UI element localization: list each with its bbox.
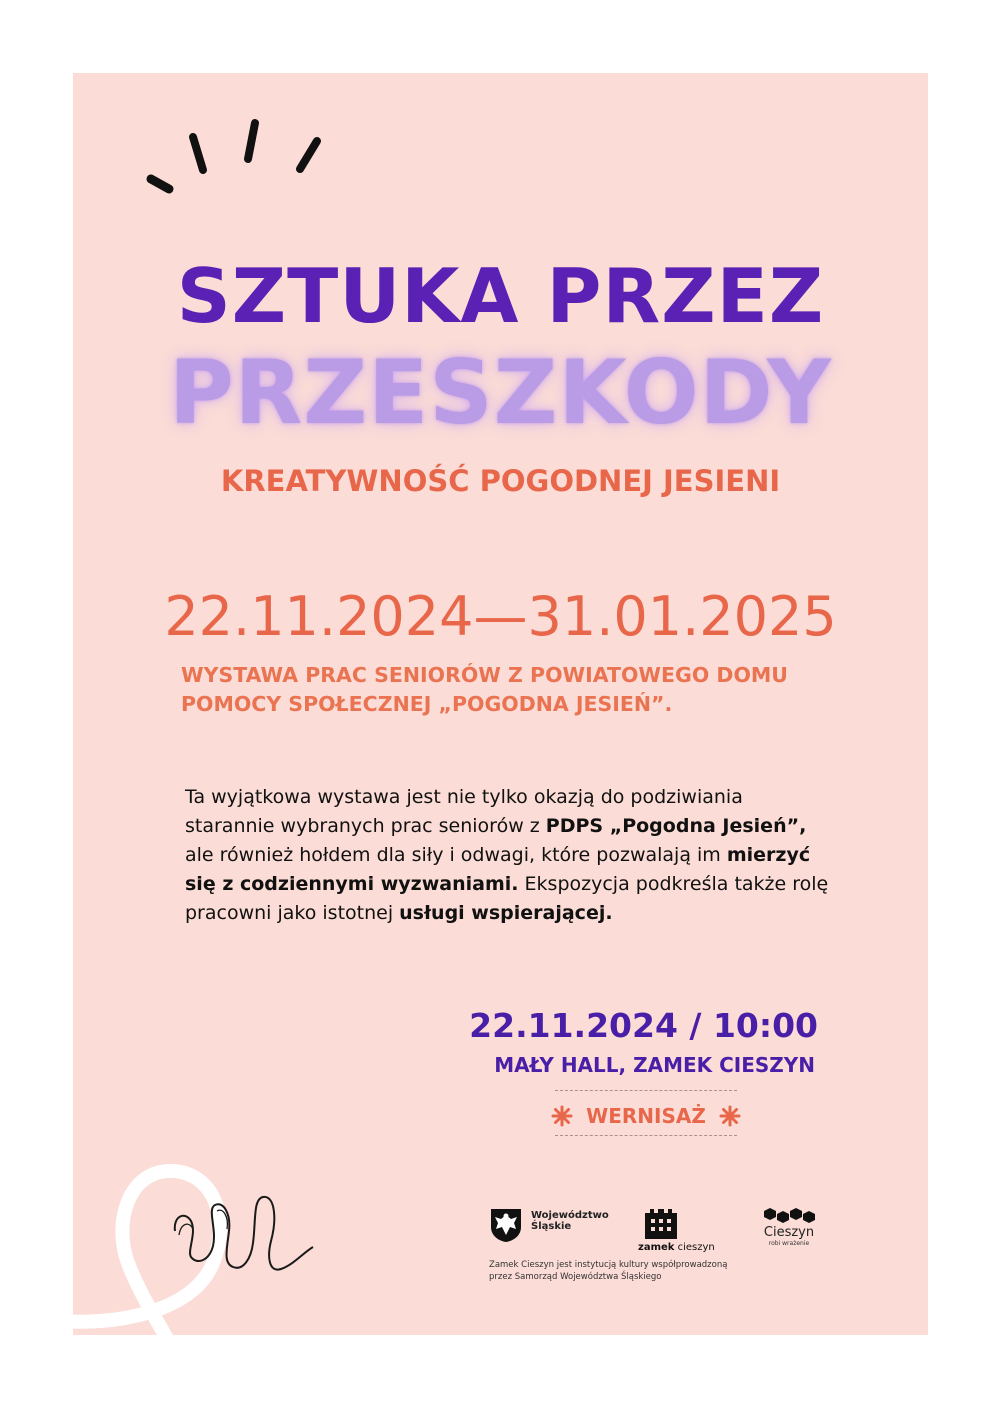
burst-strokes-icon — [143, 117, 333, 197]
event-datetime: 22.11.2024 / 10:00 — [469, 1006, 818, 1045]
cieszyn-slogan: robi wrażenie — [768, 1240, 810, 1247]
footer-line1: Zamek Cieszyn jest instytucją kultury współprowadzoną — [489, 1260, 728, 1270]
poster — [73, 73, 928, 1335]
headline-line1: SZTUKA PRZEZ — [176, 252, 825, 340]
headline-line2: PRZESZKODY — [169, 341, 832, 444]
desc-text-1: Ta wyjątkowa wystawa jest nie tylko okazją do podziwiania starannie wybranych prac seniorów z — [185, 786, 743, 837]
cieszyn-city-name: Cieszyn — [763, 1225, 815, 1240]
date-range: 22.11.2024—31.01.2025 — [164, 585, 837, 648]
castle-tower-icon — [644, 1209, 678, 1239]
desc-text-3: Ekspozycja podkreśla także rolę pracowni jako istotnej — [185, 873, 829, 924]
voivodeship-logo — [489, 1207, 609, 1247]
asterisk-icon — [719, 1105, 741, 1127]
scribble-loops-decoration — [171, 1191, 321, 1281]
event-label — [543, 1100, 749, 1130]
zamek-cieszyn-logo — [638, 1209, 718, 1257]
voivodeship-line1: Województwo — [531, 1210, 609, 1221]
asterisk-icon — [551, 1105, 573, 1127]
hexagon-cluster-icon — [761, 1207, 817, 1225]
divider-top — [555, 1090, 737, 1091]
tagline: KREATYWNOŚĆ POGODNEJ JESIENI — [220, 464, 781, 498]
event-venue: MAŁY HALL, ZAMEK CIESZYN — [494, 1053, 815, 1077]
zamek-wordmark — [638, 1242, 715, 1253]
desc-bold-1: PDPS „Pogodna Jesień”, — [545, 815, 807, 837]
desc-bold-3: usługi wspierającej. — [399, 902, 613, 924]
desc-text-2: ale również hołdem dla siły i odwagi, które pozwalają im — [185, 844, 727, 866]
eagle-crest-icon — [489, 1207, 523, 1243]
voivodeship-name — [531, 1210, 609, 1232]
subtitle-line1: WYSTAWA PRAC SENIORÓW Z POWIATOWEGO DOMU — [181, 663, 788, 687]
voivodeship-line2: Śląskie — [531, 1221, 572, 1232]
vernissage-label: WERNISAŻ — [586, 1103, 706, 1128]
desc-bold-2: mierzyć się z codziennymi wyzwaniami. — [185, 844, 811, 895]
subtitle-line2: POMOCY SPOŁECZNEJ „POGODNA JESIEŃ”. — [181, 692, 673, 716]
cieszyn-city-logo — [757, 1207, 821, 1257]
footer-note — [489, 1259, 789, 1283]
footer-line2: przez Samorząd Województwa Śląskiego — [489, 1272, 662, 1282]
divider-bottom — [555, 1135, 737, 1136]
exhibition-subtitle — [181, 661, 841, 719]
zamek-word: zamek — [638, 1242, 675, 1253]
cieszyn-word: cieszyn — [674, 1242, 715, 1253]
description-paragraph — [185, 783, 835, 928]
